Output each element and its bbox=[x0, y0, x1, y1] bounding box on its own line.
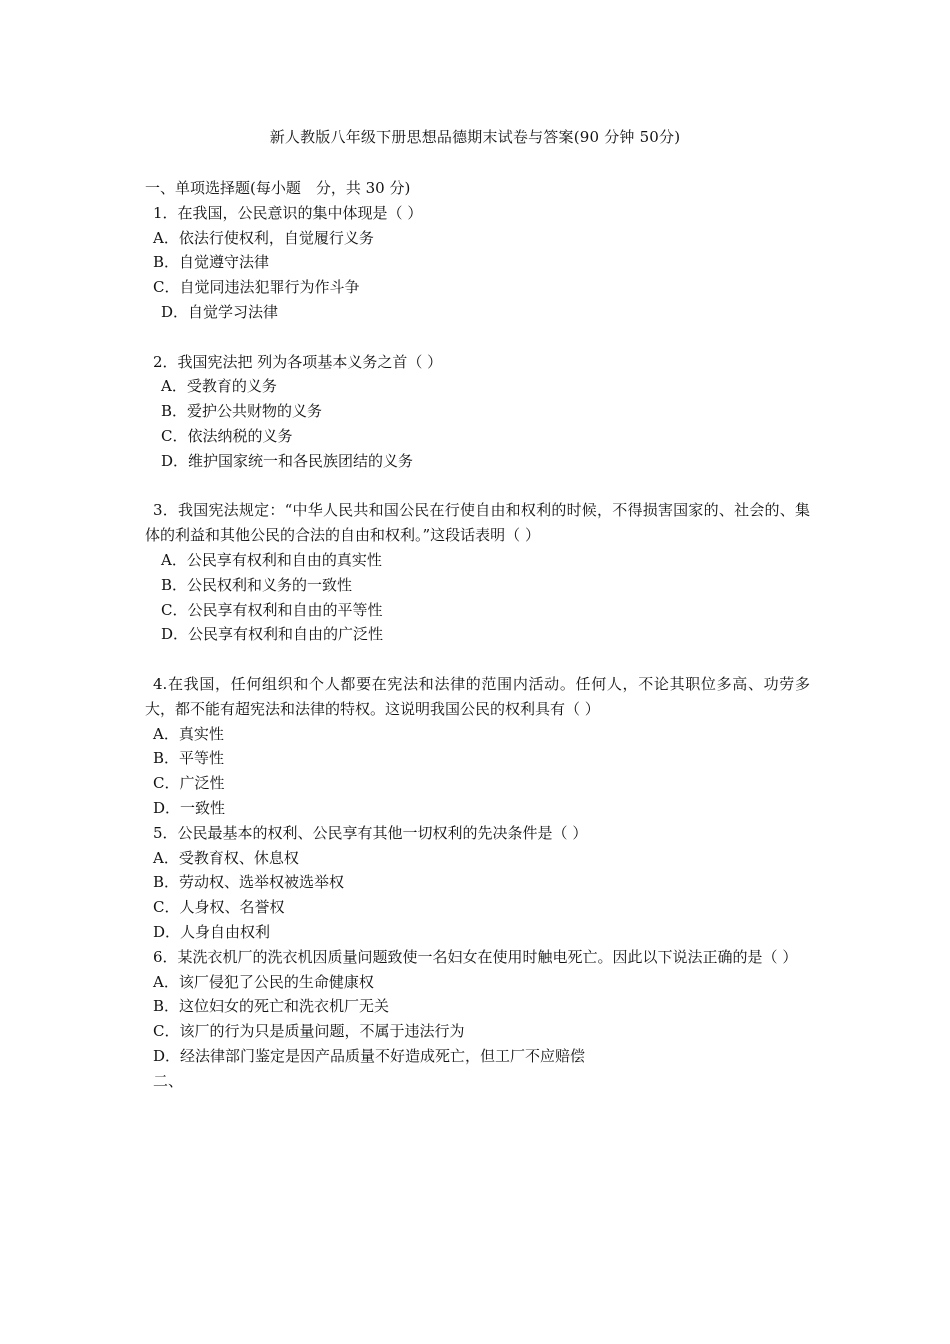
question-stem: 1．在我国，公民意识的集中体现是（ ） bbox=[153, 203, 423, 222]
option-b: B．平等性 bbox=[153, 749, 225, 768]
option-d: D．维护国家统一和各民族团结的义务 bbox=[161, 451, 414, 470]
option-c: C．自觉同违法犯罪行为作斗争 bbox=[153, 278, 360, 297]
option-a: A．受教育权、休息权 bbox=[153, 848, 299, 867]
option-b: B．劳动权、选举权被选举权 bbox=[153, 873, 345, 892]
option-b: B．公民权利和义务的一致性 bbox=[161, 575, 353, 594]
spacer bbox=[145, 474, 810, 499]
option-d: D．自觉学习法律 bbox=[161, 302, 279, 321]
spacer bbox=[145, 647, 810, 672]
option-b: B．爱护公共财物的义务 bbox=[161, 402, 323, 421]
section-heading: 一、单项选择题(每小题 分，共 30 分) bbox=[145, 179, 411, 197]
option-b: B．自觉遵守法律 bbox=[153, 253, 270, 272]
question-stem: 4.在我国，任何组织和个人都要在宪法和法律的范围内活动。任何人，不论其职位多高、功劳多大，都不能有超宪法和法律的特权。这说明我国公民的权利具有（ ） bbox=[145, 674, 810, 718]
option-d: D．人身自由权利 bbox=[153, 922, 271, 941]
exam-content bbox=[145, 176, 810, 1093]
option-d: D．公民享有权利和自由的广泛性 bbox=[161, 625, 384, 644]
option-c: C．广泛性 bbox=[153, 774, 225, 793]
option-d: D．一致性 bbox=[153, 798, 226, 817]
section-heading: 二、 bbox=[153, 1071, 184, 1090]
question-stem: 2．我国宪法把 列为各项基本义务之首（ ） bbox=[153, 352, 443, 371]
option-a: A．受教育的义务 bbox=[161, 377, 277, 396]
option-d: D．经法律部门鉴定是因产品质量不好造成死亡，但工厂不应赔偿 bbox=[153, 1046, 586, 1065]
question-stem: 3．我国宪法规定：“中华人民共和国公民在行使自由和权利的时候，不得损害国家的、社会的、集体的利益和其他公民的合法的自由和权利。”这段话表明（ ） bbox=[145, 501, 810, 545]
option-c: C．公民享有权利和自由的平等性 bbox=[161, 600, 383, 619]
option-c: C．该厂的行为只是质量问题，不属于违法行为 bbox=[153, 1022, 465, 1041]
option-c: C．人身权、名誉权 bbox=[153, 898, 285, 917]
option-a: A．依法行使权利，自觉履行义务 bbox=[153, 228, 374, 247]
question-stem: 5．公民最基本的权利、公民享有其他一切权利的先决条件是（ ） bbox=[153, 823, 588, 842]
option-a: A．公民享有权利和自由的真实性 bbox=[161, 550, 382, 569]
spacer bbox=[145, 325, 810, 350]
option-b: B．这位妇女的死亡和洗衣机厂无关 bbox=[153, 997, 390, 1016]
option-a: A．真实性 bbox=[153, 724, 224, 743]
question-stem: 6．某洗衣机厂的洗衣机因质量问题致使一名妇女在使用时触电死亡。因此以下说法正确的是（ ） bbox=[153, 947, 798, 966]
option-c: C．依法纳税的义务 bbox=[161, 426, 293, 445]
page-title: 新人教版八年级下册思想品德期末试卷与答案(90 分钟 50分) bbox=[269, 128, 681, 146]
option-a: A．该厂侵犯了公民的生命健康权 bbox=[153, 972, 374, 991]
